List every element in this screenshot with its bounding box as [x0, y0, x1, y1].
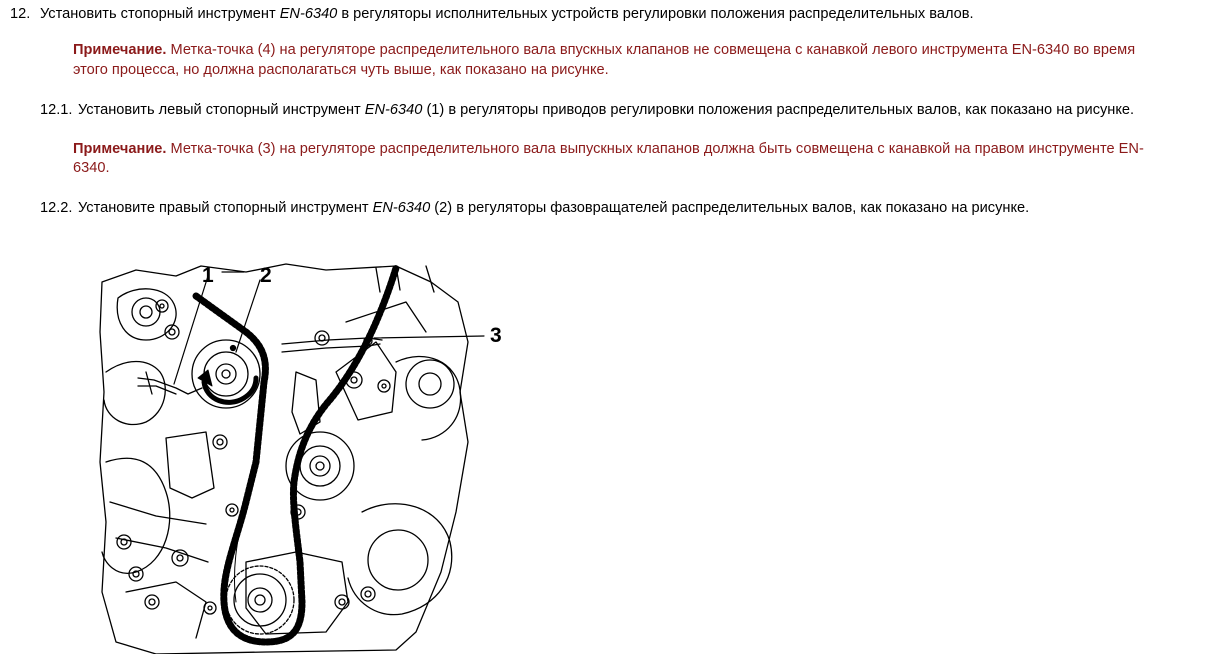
- step-number: 12.2.: [40, 200, 73, 216]
- note-1-line-1: [73, 42, 1135, 58]
- note-text: этого процесса, но должна располагаться чуть выше, как показано на рисунке.: [73, 62, 609, 78]
- step-text: Установить стопорный инструмент: [40, 6, 280, 22]
- engine-timing-belt-illustration: [96, 262, 516, 654]
- step-text: Установить левый стопорный инструмент: [78, 102, 365, 118]
- tool-name: EN-6340: [364, 102, 423, 118]
- tool-name: EN-6340: [279, 6, 338, 22]
- timing-belt: [196, 268, 396, 642]
- tool-name: EN-6340: [372, 200, 431, 216]
- note-label: Примечание.: [73, 42, 167, 58]
- note-label: Примечание.: [73, 141, 167, 157]
- step-text-rest: (1) в регуляторы приводов регулировки положения распределительных валов, как показано на рисунке.: [422, 102, 1135, 118]
- note-text: Метка-точка (3) на регуляторе распределительного вала выпускных клапанов должна быть совмещена с канавкой на правом инструменте EN-: [166, 141, 1144, 157]
- callout-3: 3: [490, 324, 502, 347]
- note-2-line-2: [73, 160, 110, 176]
- step-12-1: [40, 102, 1134, 118]
- note-2-line-1: [73, 141, 1144, 157]
- callout-leaders: [174, 272, 484, 384]
- note-text: 6340.: [73, 160, 110, 176]
- note-text: Метка-точка (4) на регуляторе распределительного вала впускных клапанов не совмещена с канавкой левого инструмента EN-6340 во время: [166, 42, 1136, 58]
- step-text-rest: в регуляторы исполнительных устройств регулировки положения распределительных валов.: [337, 6, 974, 22]
- step-number: 12.1.: [40, 102, 73, 118]
- note-1-line-2: [73, 62, 609, 78]
- step-12-2: [40, 200, 1029, 216]
- step-text-rest: (2) в регуляторы фазовращателей распределительных валов, как показано на рисунке.: [430, 200, 1030, 216]
- callout-1: 1: [202, 264, 214, 287]
- step-number: 12.: [10, 6, 31, 22]
- step-12: [10, 6, 974, 22]
- callout-2: 2: [260, 264, 272, 287]
- step-text: Установите правый стопорный инструмент: [78, 200, 373, 216]
